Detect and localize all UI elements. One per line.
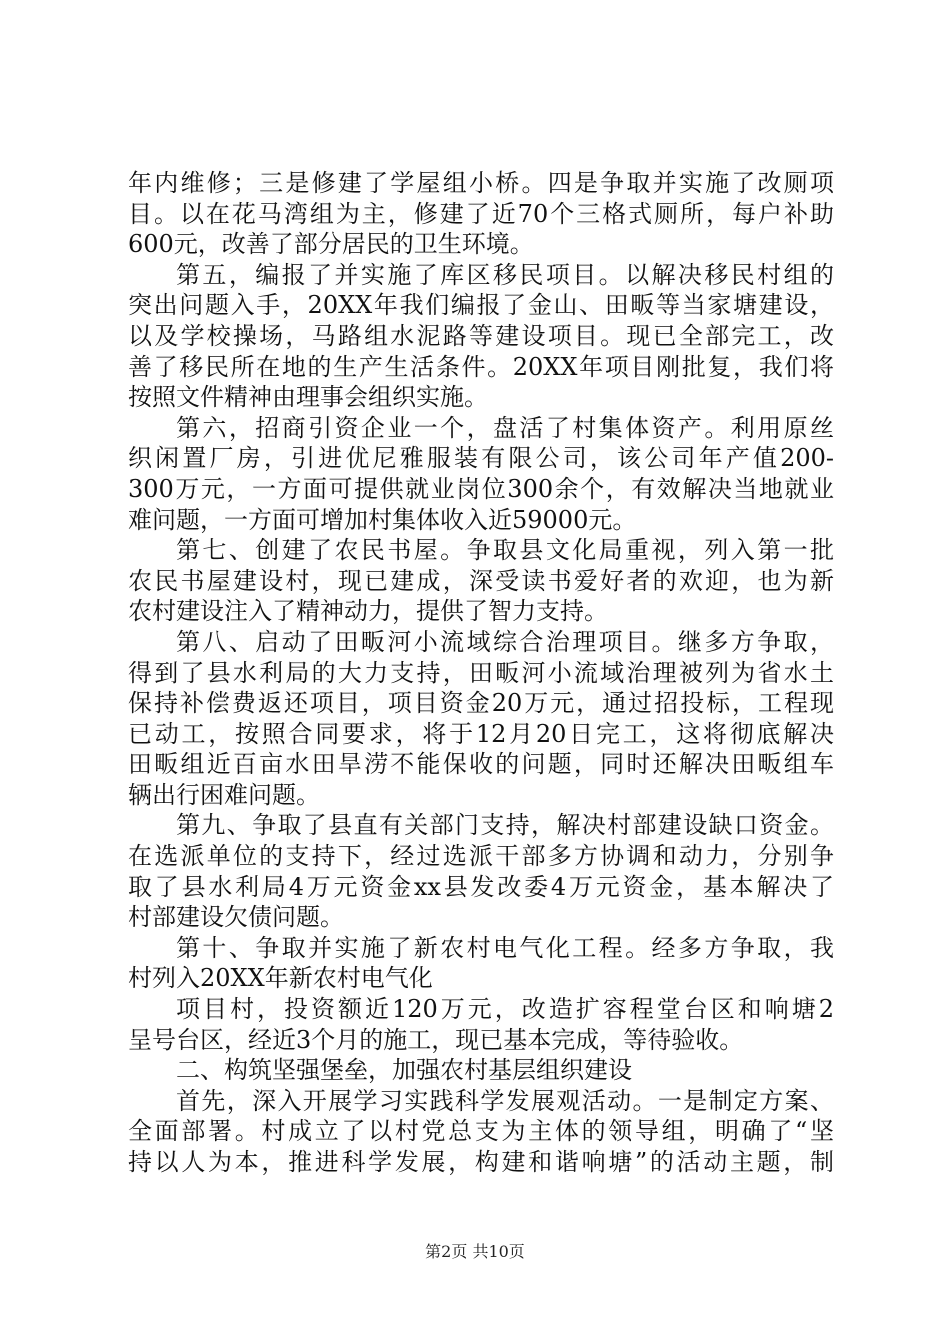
text-line: 织闲置厂房，引进优尼雅服装有限公司，该公司年产值200-: [128, 444, 834, 473]
page-footer: 第2页 共10页: [425, 1242, 525, 1261]
text-line: 持以人为本，推进科学发展，构建和谐响塘”的活动主题，制: [128, 1148, 834, 1176]
text-line: 300万元，一方面可提供就业岗位300余个，有效解决当地就业: [128, 474, 834, 503]
text-line: 农民书屋建设村，现已建成，深受读书爱好者的欢迎，也为新: [128, 566, 834, 595]
text-line: 村部建设欠债问题。: [128, 903, 344, 932]
document-body: [128, 168, 834, 1178]
text-line: 田畈组近百亩水田旱涝不能保收的问题，同时还解决田畈组车: [128, 750, 834, 779]
text-line: 呈号台区，经近3个月的施工，现已基本完成，等待验收。: [128, 1025, 744, 1054]
text-line: 农村建设注入了精神动力，提供了智力支持。: [128, 597, 608, 626]
text-line: 首先，深入开展学习实践科学发展观活动。一是制定方案、: [176, 1086, 834, 1115]
text-line: 第九、争取了县直有关部门支持，解决村部建设缺口资金。: [176, 811, 834, 840]
text-line: 第五，编报了并实施了库区移民项目。以解决移民村组的: [176, 260, 834, 289]
text-line: 保持补偿费返还项目，项目资金20万元，通过招投标，工程现: [128, 689, 834, 718]
text-line: 项目村，投资额近120万元，改造扩容程堂台区和响塘2: [176, 995, 834, 1024]
text-line: 已动工，按照合同要求，将于12月20日完工，这将彻底解决: [128, 719, 834, 748]
text-line: 年内维修；三是修建了学屋组小桥。四是争取并实施了改厕项: [128, 169, 834, 197]
text-line: 全面部署。村成立了以村党总支为主体的领导组，明确了“坚: [128, 1117, 834, 1146]
text-line: 第十、争取并实施了新农村电气化工程。经多方争取，我: [176, 933, 834, 962]
text-line: 600元，改善了部分居民的卫生环境。: [128, 230, 534, 259]
text-line: 突出问题入手，20XX年我们编报了金山、田畈等当家塘建设，: [128, 291, 834, 320]
text-line: 第六，招商引资企业一个，盘活了村集体资产。利用原丝: [176, 413, 834, 442]
text-line: 善了移民所在地的生产生活条件。20XX年项目刚批复，我们将: [128, 352, 834, 381]
section-heading: 二、构筑坚强堡垒，加强农村基层组织建设: [176, 1056, 632, 1085]
text-line: 取了县水利局4万元资金xx县发改委4万元资金，基本解决了: [128, 872, 834, 901]
text-line: 按照文件精神由理事会组织实施。: [128, 383, 488, 412]
text-line: 以及学校操场，马路组水泥路等建设项目。现已全部完工，改: [128, 321, 834, 350]
text-line: 得到了县水利局的大力支持，田畈河小流域治理被列为省水土: [128, 658, 834, 687]
text-line: 在选派单位的支持下，经过选派干部多方协调和动力，分别争: [128, 842, 834, 871]
text-line: 目。以在花马湾组为主，修建了近70个三格式厕所，每户补助: [128, 199, 834, 228]
text-line: 难问题，一方面可增加村集体收入近59000元。: [128, 505, 637, 534]
text-line: 第七、创建了农民书屋。争取县文化局重视，列入第一批: [176, 536, 834, 565]
text-line: 第八、启动了田畈河小流域综合治理项目。继多方争取，: [176, 627, 834, 656]
text-line: 村列入20XX年新农村电气化: [128, 964, 433, 993]
text-line: 辆出行困难问题。: [128, 780, 320, 809]
